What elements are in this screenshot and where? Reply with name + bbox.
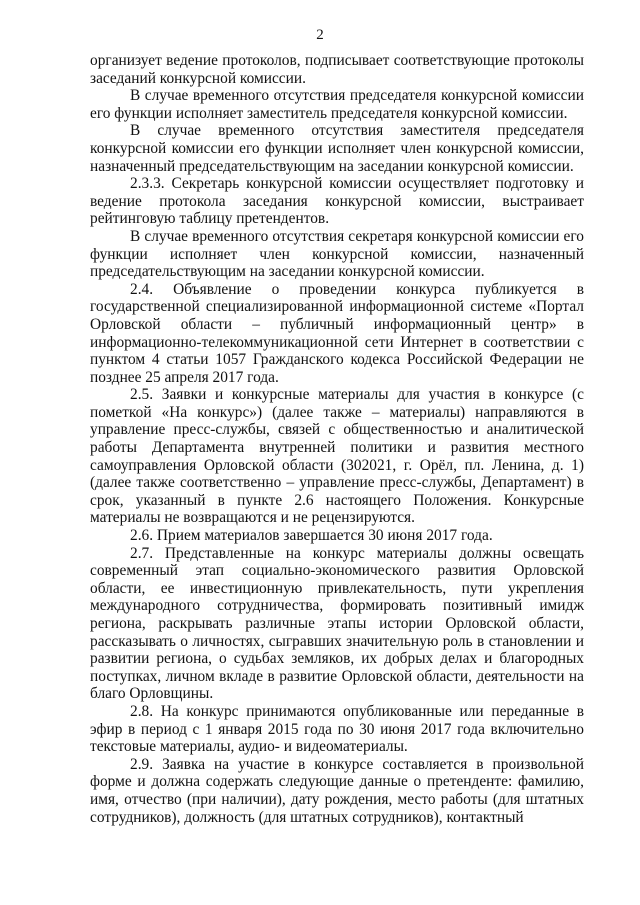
paragraph-2-4-announcement: 2.4. Объявление о проведении конкурса публикуется в государственной специализированной информационной системе «Портал Орловской области – публичный информационный центр» в информационно-телекоммуникационной сети Интернет в соответствии с пунктом 4 статьи 1057 Гражданского кодекса Российской Федерации не позднее 25 апреля 2017 года. (90, 280, 584, 386)
paragraph-2-5-applications: 2.5. Заявки и конкурсные материалы для участия в конкурсе (с пометкой «На конкурс») (далее также – материалы) направляются в управление пресс-службы, связей с общественностью и аналитической работы Департамента внутренней политики и развития местного самоуправления Орловской области (302021, г. Орёл, пл. Ленина, д. 1) (далее также соответственно – управление пресс-службы, Департамент) в срок, указанный в пункте 2.6 настоящего Положения. Конкурсные материалы не возвращаются и не рецензируются. (90, 386, 584, 527)
page-number: 2 (316, 27, 324, 43)
paragraph-2-8-accepted-materials: 2.8. На конкурс принимаются опубликованные или переданные в эфир в период с 1 января 2015 года по 30 июня 2017 года включительно текстовые материалы, аудио- и видеоматериалы. (90, 702, 584, 756)
paragraph-secretary-absence: В случае временного отсутствия секретаря конкурсной комиссии его функции исполняет член конкурсной комиссии, назначенный председательствующим на заседании конкурсной комиссии. (90, 227, 584, 281)
paragraph-chairman-absence: В случае временного отсутствия председателя конкурсной комиссии его функции исполняет заместитель председателя конкурсной комиссии. (90, 87, 584, 122)
paragraph-2-3-3-secretary: 2.3.3. Секретарь конкурсной комиссии осуществляет подготовку и ведение протокола заседания конкурсной комиссии, выстраивает рейтинговую таблицу претендентов. (90, 175, 584, 228)
paragraph-2-7-content-requirements: 2.7. Представленные на конкурс материалы должны освещать современный этап социально-экономического развития Орловской области, ее инвестиционную привлекательность, пути укрепления международного сотрудничества, формировать позитивный имидж региона, раскрывать различные этапы истории Орловской области, рассказывать о личностях, сыгравших значительную роль в становлении и развитии региона, о судьбах земляков, их добрых делах и благородных поступках, личном вкладе в развитие Орловской области, деятельности на благо Орловщины. (90, 544, 584, 703)
paragraph-2-6-deadline: 2.6. Прием материалов завершается 30 июня 2017 года. (130, 527, 493, 545)
paragraph-protocols-continuation: организует ведение протоколов, подписывает соответствующие протоколы заседаний конкурсной комиссии. (90, 52, 584, 87)
paragraph-2-9-application-form: 2.9. Заявка на участие в конкурсе составляется в произвольной форме и должна содержать следующие данные о претенденте: фамилию, имя, отчество (при наличии), дату рождения, место работы (для штатных сотрудников), должность (для штатных сотрудников), контактный (90, 755, 584, 826)
paragraph-deputy-absence: В случае временного отсутствия заместителя председателя конкурсной комиссии его функции исполняет член конкурсной комиссии, назначенный председательствующим на заседании конкурсной комиссии. (90, 122, 584, 175)
document-body (90, 52, 584, 826)
